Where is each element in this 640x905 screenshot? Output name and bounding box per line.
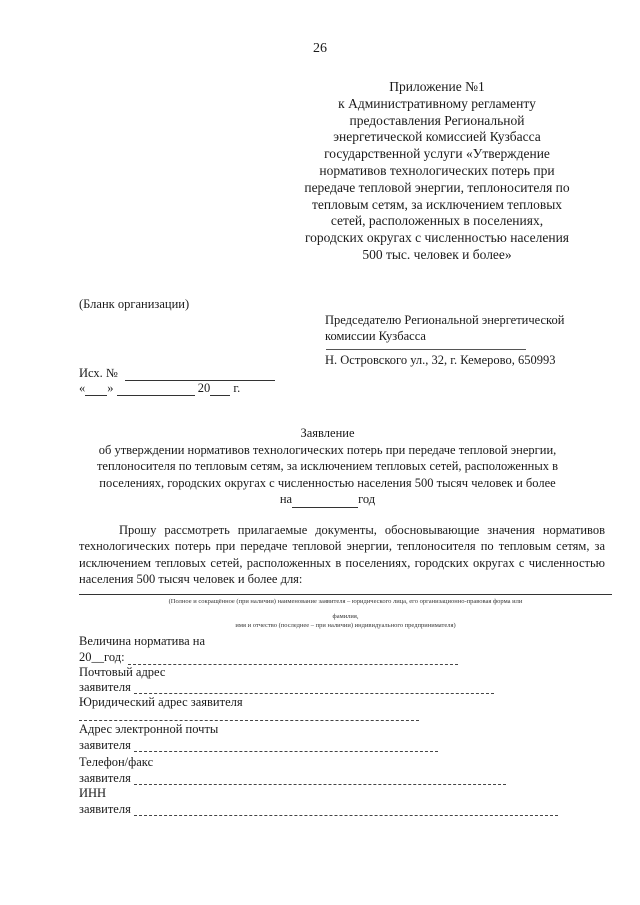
request-body-text: Прошу рассмотреть прилагаемые документы, обосновывающие значения нормативов технологических потерь при передаче тепловой энергии, теплоносителя по тепловым сетям, за исключением тепловых сетей, расположенных в поселениях, городских округах с численностью населения 500 тысяч человек и более для: (79, 523, 605, 587)
legal-address-field[interactable] (79, 720, 419, 721)
applicant-hint-line-1: (Полное и сокращённое (при наличии) наименование заявителя – юридического лица, его организационно-правовая форма или (168, 598, 523, 605)
date-day-field[interactable] (85, 383, 107, 396)
statement-line: об утверждении нормативов технологических потерь при передаче тепловой энергии, (98, 442, 557, 457)
statement-line: поселениях, городских округах с численностью населения 500 тысяч человек и более (99, 475, 556, 490)
outgoing-number-field[interactable] (125, 368, 275, 381)
statement-title: Заявление (300, 426, 355, 440)
appendix-line: тепловым сетям, за исключением тепловых (311, 196, 563, 212)
organization-letterhead-label: (Бланк организации) (79, 297, 190, 311)
norm-value-label: Величина норматива на (79, 634, 206, 648)
phone-field[interactable] (134, 784, 506, 785)
email-field[interactable] (134, 751, 438, 752)
addressee-line-2: комиссии Кузбасса (325, 329, 426, 343)
appendix-line: сетей, расположенных в поселениях, (330, 213, 544, 229)
inn-label: ИНН (79, 786, 107, 800)
appendix-line: Приложение №1 (389, 79, 485, 94)
addressee-line-1: Председателю Региональной энергетической (325, 313, 565, 327)
date-month-field[interactable] (117, 383, 195, 396)
email-label: Адрес электронной почты (79, 722, 219, 736)
inn-field[interactable] (134, 815, 558, 816)
norm-value-field[interactable] (128, 664, 458, 665)
outgoing-date-row (79, 381, 240, 396)
appendix-line: предоставления Региональной (349, 112, 525, 128)
date-close-quote: » (107, 381, 114, 395)
phone-label: Телефон/факс (79, 755, 154, 769)
email-sublabel: заявителя (79, 738, 131, 752)
date-open-quote: « (79, 381, 86, 395)
statement-year-field[interactable] (292, 495, 358, 508)
norm-year-label: 20__год: (79, 650, 125, 664)
appendix-line: 500 тыс. человек и более» (362, 246, 512, 262)
appendix-line: нормативов технологических потерь при (319, 162, 555, 178)
statement-line: теплоносителя по тепловым сетям, за исключением тепловых сетей, расположенных в (96, 459, 559, 473)
appendix-line: государственной услуги «Утверждение (324, 146, 550, 162)
statement-title-block (55, 425, 600, 508)
date-year-suffix: г. (233, 381, 241, 395)
inn-sublabel: заявителя (79, 802, 131, 816)
statement-year-row (55, 491, 600, 508)
postal-address-field[interactable] (134, 693, 494, 694)
statement-year-suffix: год (358, 492, 376, 506)
applicant-hint-line-3: имя и отчество (последнее – при наличии) индивидуального предпринимателя) (235, 622, 456, 629)
date-year-field[interactable] (210, 383, 230, 396)
appendix-line: энергетической комиссией Кузбасса (333, 129, 541, 145)
legal-address-label: Юридический адрес заявителя (79, 695, 243, 709)
page-number: 26 (313, 41, 327, 56)
appendix-line: к Административному регламенту (338, 95, 536, 111)
addressee-address: Н. Островского ул., 32, г. Кемерово, 650993 (325, 353, 556, 367)
statement-year-prefix: на (279, 492, 293, 506)
date-year-prefix: 20 (197, 381, 211, 395)
phone-sublabel: заявителя (79, 771, 131, 785)
outgoing-number-label: Исх. № (79, 366, 118, 380)
outgoing-number-row (79, 366, 275, 381)
appendix-line: передаче тепловой энергии, теплоносителя по (304, 179, 570, 195)
appendix-header (278, 79, 596, 264)
applicant-name-line[interactable] (79, 594, 612, 595)
appendix-line: городских округах с численностью населения (304, 230, 569, 246)
postal-address-sublabel: заявителя (79, 680, 131, 694)
addressee-underline (326, 349, 526, 350)
applicant-hint-line-2: фамилия, (332, 613, 359, 620)
postal-address-label: Почтовый адрес (79, 665, 166, 679)
